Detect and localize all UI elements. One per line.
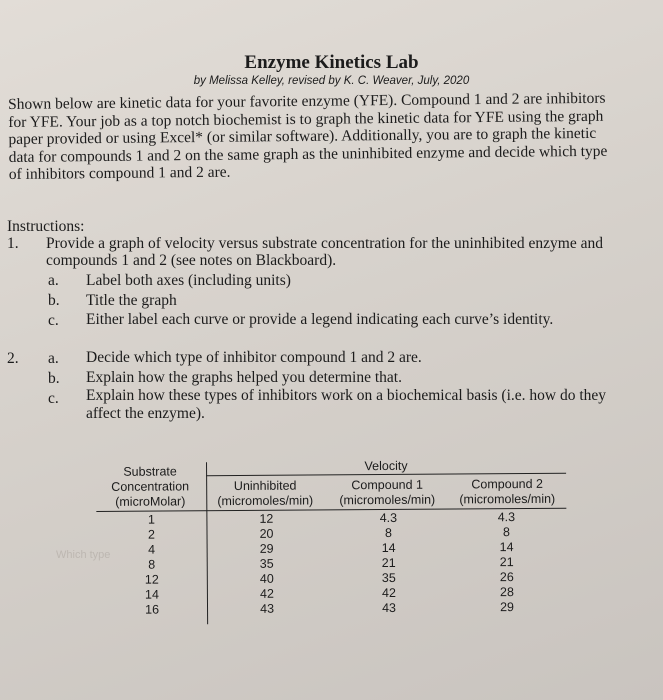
intro-line: paper provided or using Excel* (or similar software). Additionally, you are to graph the kinetic — [8, 125, 597, 149]
item-2c-text-cont: affect the enzyme). — [86, 405, 205, 422]
table-cell: 4 — [148, 542, 156, 557]
bleed-through-text: Which type — [56, 549, 111, 561]
table-cell: 12 — [144, 572, 159, 587]
table-cell: 35 — [381, 570, 396, 586]
table-cell: 2 — [147, 527, 156, 542]
table-cell: 26 — [499, 570, 514, 585]
table-cell: 21 — [499, 555, 514, 570]
item-2a-text: Decide which type of inhibitor compound 1 and 2 are. — [86, 349, 422, 366]
item-2c-text: Explain how these types of inhibitors work on a biochemical basis (i.e. how do they — [86, 387, 607, 404]
substrate-header-line1: Substrate — [123, 464, 177, 479]
item-1c-letter: c. — [48, 312, 59, 329]
substrate-header-line2: Concentration — [111, 479, 190, 494]
table-cell: 4.3 — [497, 510, 516, 525]
table-cell: 21 — [381, 555, 396, 571]
table-cell: 8 — [384, 525, 393, 540]
item-2a-letter: a. — [48, 350, 59, 367]
item-1a-text: Label both axes (including units) — [86, 272, 291, 289]
table-cell: 4.3 — [379, 510, 398, 526]
item-1c-text: Either label each curve or provide a legend indicating each curve’s identity. — [86, 311, 554, 328]
velocity-header: Velocity — [364, 458, 408, 474]
table-cell: 42 — [381, 585, 396, 601]
table-cell: 8 — [502, 525, 511, 540]
author-byline: by Melissa Kelley, revised by K. C. Weaver, July, 2020 — [193, 75, 470, 87]
compound2-column — [466, 510, 547, 616]
kinetics-data-table — [96, 458, 567, 631]
item-1-number: 1. — [7, 235, 19, 252]
item-2b-letter: b. — [48, 370, 60, 387]
table-cell: 42 — [259, 586, 274, 601]
compound2-col-title: Compound 2 — [471, 476, 544, 492]
uninhibited-col-units: (micromoles/min) — [217, 493, 314, 509]
item-2c-letter: c. — [48, 390, 59, 407]
compound2-col-units: (micromoles/min) — [459, 491, 556, 507]
compound1-col-title: Compound 1 — [351, 477, 424, 493]
compound1-column — [348, 511, 429, 617]
table-cell: 29 — [259, 541, 274, 556]
table-cell: 29 — [500, 600, 515, 615]
table-cell: 14 — [499, 540, 514, 555]
intro-paragraph — [8, 89, 654, 184]
item-1b-text: Title the graph — [86, 292, 177, 309]
table-cell: 14 — [144, 587, 159, 602]
substrate-header-line3: (microMolar) — [115, 494, 186, 509]
item-2-number: 2. — [7, 350, 19, 367]
table-cell: 28 — [499, 585, 514, 600]
table-cell: 20 — [259, 526, 274, 541]
uninhibited-col-title: Uninhibited — [233, 478, 297, 494]
item-1a-letter: a. — [48, 272, 59, 289]
substrate-column — [116, 512, 187, 617]
intro-line: data for compounds 1 and 2 on the same graph as the uninhibited enzyme and decide which type — [8, 142, 608, 166]
compound1-col-units: (micromoles/min) — [339, 492, 436, 508]
table-cell: 35 — [259, 556, 274, 571]
uninhibited-column — [226, 512, 307, 618]
intro-line: of inhibitors compound 1 and 2 are. — [8, 164, 231, 184]
table-cell: 40 — [259, 571, 274, 586]
table-cell: 43 — [260, 601, 275, 616]
table-cell: 1 — [147, 512, 155, 527]
intro-line: for YFE. Your job as a top notch biochemist is to graph the kinetic data for YFE using the graph — [8, 107, 604, 131]
table-cell: 16 — [145, 602, 160, 617]
item-1b-letter: b. — [48, 292, 60, 309]
page-title: Enzyme Kinetics Lab — [244, 52, 419, 73]
item-1-text: Provide a graph of velocity versus substrate concentration for the uninhibited enzyme and — [46, 235, 603, 252]
table-cell: 8 — [148, 557, 156, 572]
item-1-text-cont: compounds 1 and 2 (see notes on Blackboard). — [46, 252, 337, 269]
intro-line: Shown below are kinetic data for your favorite enzyme (YFE). Compound 1 and 2 are inhibitors — [8, 89, 606, 113]
item-2b-text: Explain how the graphs helped you determine that. — [86, 369, 402, 386]
table-cell: 43 — [382, 600, 397, 616]
instructions-heading: Instructions: — [7, 218, 85, 235]
table-cell: 12 — [259, 511, 274, 526]
table-cell: 14 — [381, 540, 396, 556]
